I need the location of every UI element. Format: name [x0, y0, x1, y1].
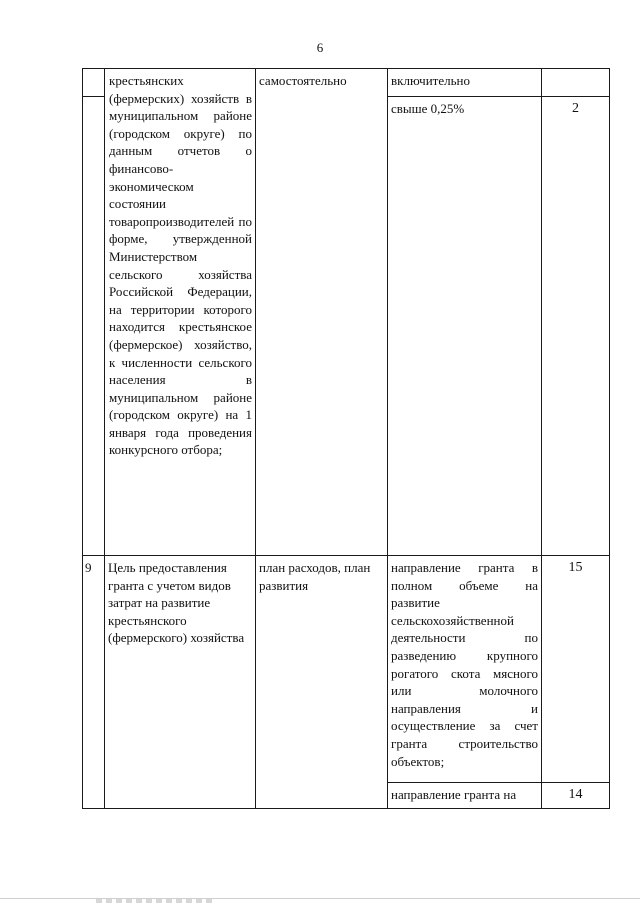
points-cell: [542, 556, 610, 783]
row-number: 9: [85, 560, 92, 575]
document-cell: [256, 556, 388, 809]
points-cell: [542, 97, 610, 556]
document-text: самостоятельно: [259, 73, 347, 88]
points-text: 2: [572, 101, 579, 116]
value-cell: [388, 556, 542, 783]
value-text: включительно: [391, 73, 470, 88]
criterion-text: крестьянских (фермерских) хозяйств в муниципальном районе (городском округе) по данным отчетов о финансово-экономическом состоянии товаропроизводителей по форме, утвержденной Министерством сельского хозяйства Российской Федерации, на территории которого находится крестьянское (фермерское) хозяйство, к численности сельского населения в муниципальном районе (городском округе) на 1 января года проведения конкурсного отбора;: [109, 73, 252, 458]
value-text: свыше 0,25%: [391, 101, 465, 116]
value-text: направление гранта в полном объеме на развитие сельскохозяйственной деятельности по разведению крупного рогатого скота мясного или молочного направления и осуществление за счет гранта строительство объектов;: [391, 560, 538, 769]
criteria-table: [82, 68, 610, 809]
scan-artifact: [96, 899, 216, 903]
number-cell: [83, 556, 105, 809]
row-number: [83, 69, 104, 72]
table-row: [83, 556, 610, 783]
document-cell: [256, 69, 388, 556]
document-text: план расходов, план развития: [259, 560, 371, 593]
value-cell: [388, 69, 542, 97]
points-text: 14: [568, 787, 583, 802]
points-text: 15: [568, 560, 583, 575]
value-text: направление гранта на: [391, 787, 517, 802]
points-cell: [542, 69, 610, 97]
table-row: [83, 69, 610, 97]
value-cell: [388, 783, 542, 809]
points-cell: [542, 783, 610, 809]
value-cell: [388, 97, 542, 556]
criterion-cell: [105, 556, 256, 809]
number-cell: [83, 69, 105, 97]
criterion-text: Цель предоставления гранта с учетом видов затрат на развитие крестьянского (фермерского) хозяйства: [108, 560, 245, 646]
number-cell: [83, 97, 105, 556]
row-number: [83, 97, 104, 100]
points-text: [542, 69, 609, 72]
criterion-cell: [105, 69, 256, 556]
page-number: 6: [316, 40, 324, 55]
